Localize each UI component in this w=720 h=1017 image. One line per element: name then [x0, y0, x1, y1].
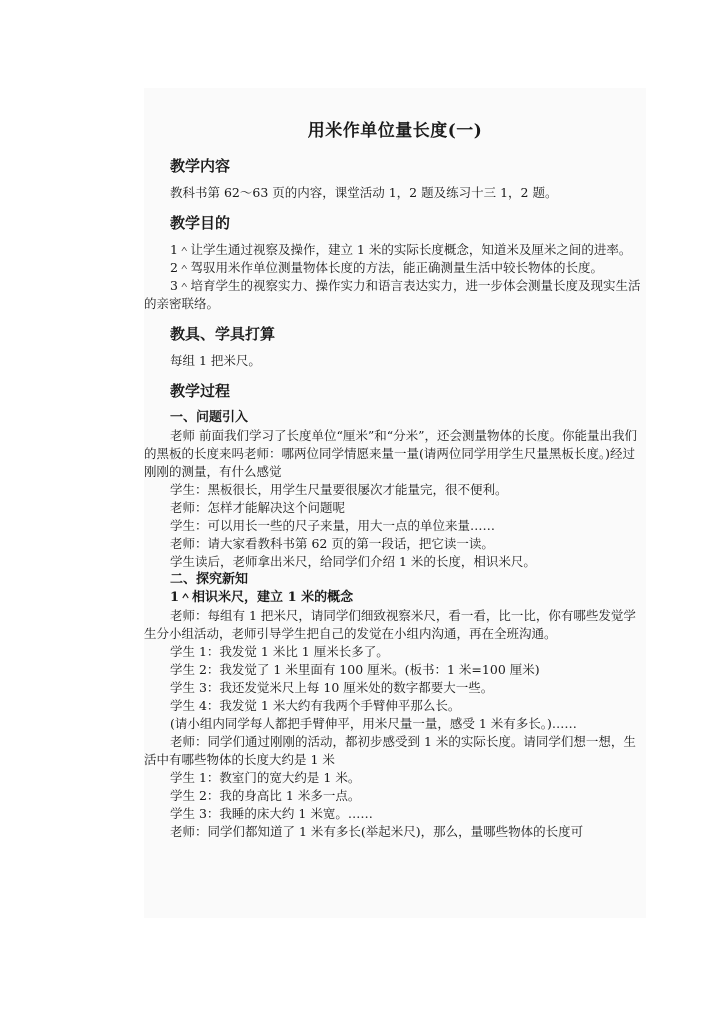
section-heading-goals: 教学目的 — [170, 214, 231, 232]
document-page — [144, 88, 646, 918]
process-paragraph: 学生 2：我发觉了 1 米里面有 100 厘米。(板书：1 米=100 厘米) — [170, 662, 540, 677]
tools-text: 每组 1 把米尺。 — [170, 353, 261, 368]
process-paragraph: 学生读后，老师拿出米尺，给同学们介绍 1 米的长度，相识米尺。 — [170, 554, 536, 569]
goal-item: 3＾培育学生的视察实力、操作实力和语言表达实力，进一步体会测量长度及现实生活的亲密联络。 — [144, 278, 641, 311]
process-paragraph: 老师：同学们通过刚刚的活动，都初步感受到 1 米的实际长度。请同学们想一想，生活中有哪些物体的长度大约是 1 米 — [144, 734, 636, 767]
process-part1-heading: 一、问题引入 — [170, 410, 249, 425]
process-paragraph: 老师 前面我们学习了长度单位“厘米”和“分米”，还会测量物体的长度。你能量出我们的黑板的长度来吗老师：哪两位同学情愿来量一量(请两位同学用学生尺量黑板长度。)经过刚刚的测量，有什么感觉 — [144, 428, 638, 479]
process-paragraph: 学生 2：我的身高比 1 米多一点。 — [170, 788, 361, 803]
process-paragraph: 老师：同学们都知道了 1 米有多长(举起米尺)，那么，量哪些物体的长度可 — [170, 824, 584, 839]
process-paragraph: 老师：每组有 1 把米尺，请同学们细致视察米尺，看一看，比一比，你有哪些发觉学生分小组活动，老师引导学生把自己的发觉在小组内沟通，再在全班沟通。 — [144, 608, 636, 641]
document-title: 用米作单位量长度(一) — [307, 121, 483, 141]
process-paragraph: 老师：请大家看教科书第 62 页的第一段话，把它读一读。 — [170, 536, 494, 551]
process-paragraph: (请小组内同学每人都把手臂伸平，用米尺量一量，感受 1 米有多长。)…… — [170, 716, 577, 731]
process-paragraph: 学生 1：我发觉 1 米比 1 厘米长多了。 — [170, 644, 389, 659]
goal-item: 2＾驾驭用米作单位测量物体长度的方法，能正确测量生活中较长物体的长度。 — [170, 260, 603, 275]
process-part2-heading: 二、探究新知 — [170, 572, 249, 587]
process-paragraph: 学生 3：我还发觉米尺上每 10 厘米处的数字都要大一些。 — [170, 680, 494, 695]
section-heading-content: 教学内容 — [170, 157, 231, 175]
process-paragraph: 学生：可以用长一些的尺子来量，用大一点的单位来量…… — [170, 518, 496, 533]
process-paragraph: 学生：黑板很长，用学生尺量要很屡次才能量完，很不便利。 — [170, 482, 508, 497]
document-content — [144, 88, 646, 841]
process-paragraph: 学生 4：我发觉 1 米大约有我两个手臂伸平那么长。 — [170, 698, 461, 713]
process-paragraph: 学生 1：教室门的宽大约是 1 米。 — [170, 770, 361, 785]
section-heading-process: 教学过程 — [170, 382, 231, 400]
goal-item: 1＾让学生通过视察及操作，建立 1 米的实际长度概念，知道米及厘米之间的进率。 — [170, 242, 632, 257]
process-part2-subheading: 1＾相识米尺，建立 1 米的概念 — [170, 590, 354, 605]
content-text: 教科书第 62～63 页的内容，课堂活动 1，2 题及练习十三 1，2 题。 — [170, 185, 558, 200]
process-paragraph: 老师：怎样才能解决这个问题呢 — [170, 500, 346, 515]
process-paragraph: 学生 3：我睡的床大约 1 米宽。…… — [170, 806, 373, 821]
section-heading-tools: 教具、学具打算 — [170, 325, 276, 343]
